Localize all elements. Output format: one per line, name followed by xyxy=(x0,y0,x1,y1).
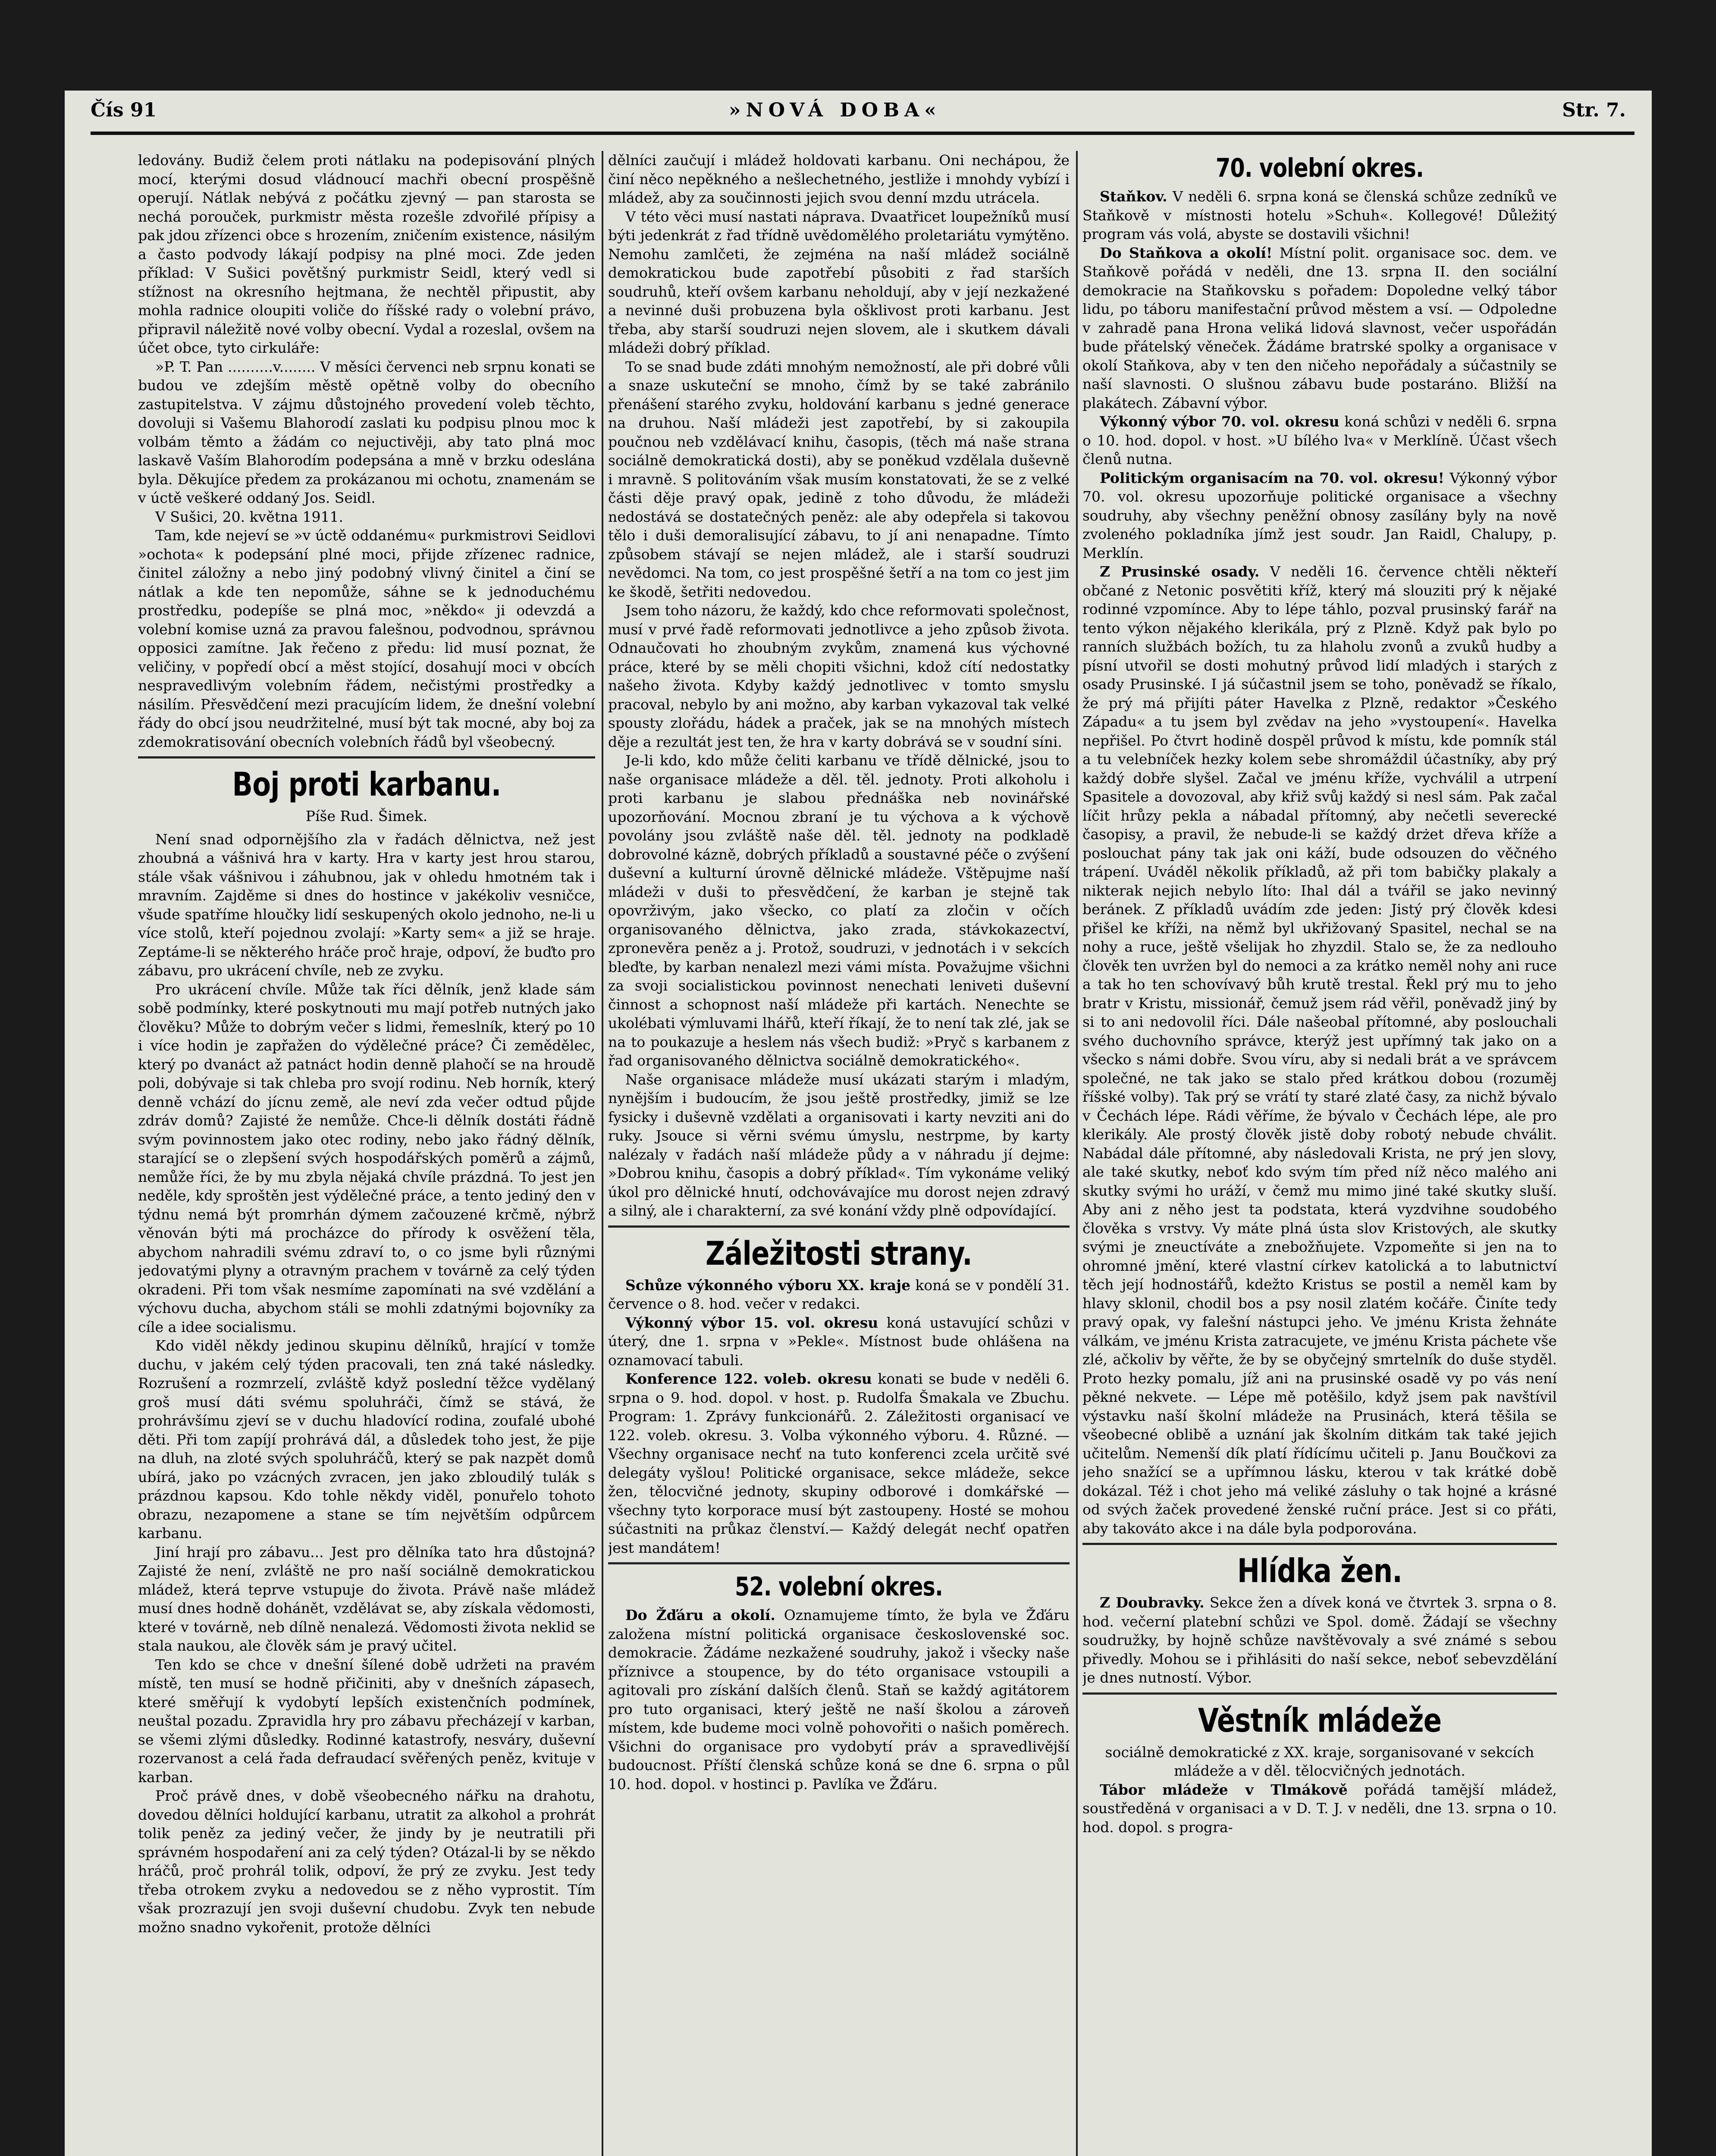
paragraph: ledovány. Budiž čelem proti nátlaku na podepisování plných mocí, kterými dosud vládnoucí machři obecní prospěšně operují. Nátlak nebývá z počátku zjevný — pan starosta se nechá porouček, purkmistr města rozešle zdvořilé přípisy a pak jdou zřízenci obce s hrozením, zničením existence, násilým a často podvody lákají podpisy na plné moci. Zde jeden příklad: V Sušici povětšný purkmistr Seidl, který vedl si stížnost na okresního hejtmana, že nechtěl připustit, aby mohla radnice oloupiti voliče do říšské rady o volební právo, připravil náležitě nové volby obecní. Vydal a rozeslal, ovšem na účet obce, tyto cirkuláře: xyxy=(138,152,595,356)
notice-text: Výkonný výbor 70. vol. okresu upozorňuje politické organisace a všechny soudruhy, aby všechny peněžní obnosy zasílány byly na nově zvoleného pokladníka jímž jest soudr. Jan Raidl, Chalupy, p. Merklín. xyxy=(1082,469,1557,561)
notice-lead: Schůze výkonného výboru XX. kraje xyxy=(625,1276,911,1294)
district-title: 70. volební okres. xyxy=(1215,153,1424,183)
paragraph: V této věci musí nastati náprava. Dvaatřicet loupežníků musí býti jedenkrát z řad třídně uvědomělého proletariátu vymýtěno. Nemohu zamlčeti, že zejména na naší mládež sociálně demokratickou bude zapotřebí působiti z řad starších soudruhů, kteří ovšem karbanu neholdují, aby v její nezkažené a nevinné duši probuzena byla ošklivost proti karbanu. Jest třeba, aby starší soudruzi nejen slovem, ale i skutkem dávali mládeži dobrý příklad. xyxy=(608,208,1070,356)
notice-text: Oznamujeme tímto, že byla ve Žďáru založena místní politická organisace československé soc. demokracie. Žádáme nezkažené soudruhy, jakož i všecky naše příznivce a stoupence, by do této organisace vstoupili a agitovali pro získání dalších členů. Staň se každý agitátorem pro tuto organisaci, který ještě ne naší školou a zároveň místem, kde budeme moci volně pohovořiti o našich poměrech. Všichni do organisace pro vydobytí práv a spravedlivější budoucnost. Příští členská schůze koná se dne 6. srpna o půl 10. hod. dopol. v hostinci p. Pavlíka ve Žďáru. xyxy=(608,1607,1070,1792)
paragraph: Kdo viděl někdy jedinou skupinu dělníků, hrající v tomže duchu, v jakém celý týden pracovali, ten zná také následky. Rozrušení a rozmrzelí, zvláště když poslední těžce vydělaný groš musí dáti svému spoluhráči, čímž se stává, že prohrávšímu zjeví se v duchu hladovící rodina, zoufalé ubohé děti. Při tom zapíjí prohrává dál, a důsledek toho jest, že pije na dluh, na zloté svých spoluhráčů, který se pak nazpět domů ubírá, jako po vzácných zvracen, jen jako zbloudilý tulák s prázdnou kapsou. Kdo tohle někdy viděl, ponuřelo tohoto obrazu, nezapomene a stane se tím největším odpůrcem karbanu. xyxy=(138,1337,595,1542)
paragraph: To se snad bude zdáti mnohým nemožností, ale při dobré vůli a snaze uskuteční se mnoho, čímž by se také zabránilo přenášení starého zvyku, holdování karbanu s jedné generace na druhou. Naší mládeži jest zapotřebí, by si zakoupila poučnou neb vzdělávací knihu, časopis, (těch má naše strana sociálně demokratická dosti), aby se poněkud vzdělala duševně i mravně. S politováním však musím konstatovati, že se z velké části děje pravý opak, jedině z toho důvodu, že mládeži nedostává se dostatečných peněz: ale aby odepřela si takovou tělo i duši demoralisující zábavu, to jí ani nenapadne. Tímto způsobem stávají se nejen mládež, ale i starší soudruzi nevědomci. Na tom, co jest prospěšné šetří a na tom co jest jim ke škodě, šetřiti nedovedou. xyxy=(608,358,1070,600)
notice-lead: Politickým organisacím na 70. vol. okresu! xyxy=(1100,469,1444,486)
notice-lead: Do Žďáru a okolí. xyxy=(625,1607,775,1623)
section-divider xyxy=(608,1562,1070,1564)
issue-number: Čís 91 xyxy=(91,99,157,121)
paragraph: Tam, kde nejeví se »v úctě oddanému« purkmistrovi Seidlovi »ochota« k podepsání plné moci, přijde zřízenec radnice, činitel záložny a nebo jiný podobný vlivný činitel a činí se nátlak a kde ten nepomůže, sáhne se k jednoduchému prostředku, podepíše se plná moc, »někdo« ji odevzdá a volební komise uzná za pravou falešnou, podvodnou, správnou opposici zamítne. Jak řečeno z předu: lid musí poznat, že veličiny, v popředí obcí a měst stojící, dosahují moci v obcích nespravedlivým volebním řádem, nečistými prostředky a násilím. Přesvědčení mezi pracujícím lidem, že dnešní volební řády do obcí jsou neudržitelné, musí být tak mocné, aby boj za zdemokratisování obecních volebních řádů byl všeobecný. xyxy=(138,527,595,750)
district-title: 52. volební okres. xyxy=(734,1572,943,1602)
section-divider xyxy=(608,1225,1070,1228)
article-author: Píše Rud. Šimek. xyxy=(305,808,428,824)
page-header xyxy=(91,99,1626,129)
quoted-circular: »P. T. Pan ..........v........ V měsíci červenci neb srpnu konati se budou ve zdejším městě opětně volby do obecního zastupitelstva. V zájmu důstojného provedení voleb těchto, dovoluji si Vašemu Blahorodí zaslati ku podpisu plnou moc k volbám těmto a žádám co nejuctivěji, aby tato plná moc laskavě Vaším Blahorodím podepsána a mně v brzku odeslána byla. Děkujíce předem za prokázanou mi ochotu, znamenám se v úctě veškeré oddaný Jos. Seidl. xyxy=(138,358,595,506)
notice-text: koná se v pondělí 31. července o 8. hod. večer v redakci. xyxy=(608,1276,1070,1312)
paragraph: Proč právě dnes, v době všeobecného nářku na drahotu, dovedou dělníci holdující karbanu, utratit za alkohol a prohrát tolik peněz za jediný večer, že jindy by je neutratili při správném hospodaření ani za celý týden? Otázal-li by se někdo hráčů, proč prohrál tolik, odpoví, že prý ze zvyku. Jest tedy třeba otrokem zvyku a nedovedou se z něho vyprostit. Tím však prozrazují jen svoji duševní chudobu. Zvyk ten nebude možno snadno vykořenit, protože dělníci xyxy=(138,1787,595,1936)
section-title-party: Záležitosti strany. xyxy=(705,1234,973,1272)
notice-lead: Do Staňkova a okolí! xyxy=(1100,244,1273,261)
paragraph: Naše organisace mládeže musí ukázati starým i mladým, nynějším i budoucím, že jsou ještě prostředky, jimiž se lze fysicky i duševně vzdělati a organisovati i karty nevziti ani do ruky. Jsouce si věrni svému úmyslu, nestrpme, by karty nalézaly v řadách naší mládeže půdy a v náhradu jí dejme: »Dobrou knihu, časopis a dobrý příklad«. Tím vykonáme veliký úkol pro dělnické hnutí, odchovávajíce mu dorost nejen zdravý a silný, ale i charakterní, za své konání vždy plně odpovídající. xyxy=(608,1071,1070,1219)
notice-text: konati se bude v neděli 6. srpna o 9. hod. dopol. v host. p. Rudolfa Šmakala ve Zbuchu. Program: 1. Zprávy funkcionářů. 2. Záležitosti organisací ve 122. voleb. okresu. 3. Volba výkonného výboru. 4. Různé. — Všechny organisace nechť na tuto konferenci zcela určitě své delegáty vyšlou! Politické organisace, sekce mládeže, sekce žen, tělocvičné jednoty, skupiny odborové i domkářské — všechny tyto korporace musí být zastoupeny. Hosté se mohou súčastniti na průkaz členství.— Každý delegát nechť opatřen jest mandátem! xyxy=(608,1370,1070,1556)
section-title-women: Hlídka žen. xyxy=(1237,1551,1402,1590)
notice-lead: Staňkov. xyxy=(1100,188,1167,205)
page-number: Str. 7. xyxy=(1562,99,1626,121)
section-title-youth: Věstník mládeže xyxy=(1198,1701,1442,1739)
paragraph: Není snad odpornějšího zla v řadách dělnictva, než jest zhoubná a vášnivá hra v karty. Hra v karty jest hrou starou, stále však vášnivou i záhubnou, jak v ohledu hmotném tak i mravním. Zajděme si dnes do hostince v jakékoliv vesničce, všude spatříme hloučky lidí seskupených okolo jednoho, ne-li u více stolů, kteří pojednou zvolají: »Karty sem« a již se hraje. Zeptáme-li se některého hráče proč hraje, odpoví, že buďto pro zábavu, pro ukrácení chvíle, neb ze zvyku. xyxy=(138,830,595,979)
notice-lead: Výkonný výbor 15. vol. okresu xyxy=(625,1314,878,1331)
article-divider xyxy=(138,756,595,758)
notice-text: Sekce žen a dívek koná ve čtvrtek 3. srpna o 8. hod. večerní platební schůzi ve Spol. domě. Žádají se všechny soudružky, by hojně schůze navštěvovaly a své známé s sebou přivedly. Mohou se i přihlásiti do naší sekce, neboť sebevzdělání je dnes nutností. Výbor. xyxy=(1082,1594,1557,1686)
paragraph: Je-li kdo, kdo může čeliti karbanu ve třídě dělnické, jsou to naše organisace mládeže a děl. těl. jednoty. Proti alkoholu i proti karbanu je slabou přednáška neb novinářské upozorňování. Mocnou zbraní je tu výchova a k výchově povolány jsou zvláště naše děl. těl. jednoty na podkladě dobrovolné kázně, dobrých příkladů a soustavné péče o zvýšení duševní a kulturní úrovně dělnické mládeže. Vštěpujme naší mládeži v duši to přesvědčení, že karban je stejně tak opovrživým, jako všecko, co platí za zločin v očích organisovaného dělnictva, jako zrada, stávkokazectví, zpronevěra peněz a j. Protož, soudruzi, v jednotách i v sekcích bleďte, by karban nenalezl mezi vámi místa. Považujme všichni za svoji socialistickou povinnost nenechati leniveti duševní činnost a schopnost naší mládeže při kartách. Nenechte se ukolébati výmluvami lhářů, kteří říkají, že to není tak zlé, jak se na to poukazuje a heslem nás všech budiž: »Pryč s karbanem z řad organisovaného dělnictva sociálně demokratického«. xyxy=(608,752,1070,1069)
section-subtitle: sociálně demokratické z XX. kraje, sorganisované v sekcích mládeže a v děl. tělocvičných jednotách. xyxy=(1105,1743,1534,1779)
notice-text: koná ustavující schůzi v úterý, dne 1. srpna v »Pekle«. Místnost bude ohlášena na oznamovací tabuli. xyxy=(608,1314,1070,1369)
paragraph: Jsem toho názoru, že každý, kdo chce reformovati společnost, musí v prvé řadě reformovati jednotlivce a jeho způsob života. Odnaučovati ho zhoubným zvykům, znamená kus výchovné práce, které by se měli chopiti všichni, kdož cítí nedostatky našeho života. Kdyby každý jednotlivec v tomto smyslu pracoval, nebylo by ani možno, aby karban vykazoval tak velké spousty zlořádu, hádek a praček, jak se na mnohých místech děje a rezultát jest ten, že hra v karty dobrává se v soudní síni. xyxy=(608,602,1070,750)
article-title: Boj proti karbanu. xyxy=(232,765,501,803)
header-rule xyxy=(91,132,1634,135)
notice-text: Místní polit. organisace soc. dem. ve Staňkově pořádá v neděli, dne 13. srpna II. den sociální demokracie na Staňkovsku s pořadem: Dopoledne velký tábor lidu, po táboru manifestační průvod městem a vsí. — Odpoledne v zahradě pana Hrona veliká lidová slavnost, večer uspořádán bude přátelský věneček. Žádáme bratrské spolky a organisace v okolí Staňkova, aby v ten den ničeho nepořádaly a súčastnily se naší slavnosti. O slušnou zábavu bude postaráno. Bližší na plakátech. Zábavní výbor. xyxy=(1082,244,1557,411)
notice-text: koná schůzi v neděli 6. srpna o 10. hod. dopol. v host. »U bílého lva« v Merklíně. Účast všech členů nutna. xyxy=(1082,413,1557,467)
section-divider xyxy=(1082,1543,1557,1545)
column-divider xyxy=(602,151,603,2156)
newspaper-name: »NOVÁ DOBA« xyxy=(729,99,941,121)
column-1 xyxy=(138,151,595,2156)
notice-lead: Z Doubravky. xyxy=(1100,1594,1205,1611)
notice-lead: Výkonný výbor 70. vol. okresu xyxy=(1100,413,1340,430)
notice-text: V neděli 6. srpna koná se členská schůze zedníků ve Staňkově v místnosti hotelu »Schuh«. Kollegové! Důležitý program vás volá, abyste se dostavili všichni! xyxy=(1082,188,1557,242)
date-line: V Sušici, 20. května 1911. xyxy=(155,508,343,525)
section-divider xyxy=(1082,1692,1557,1695)
notice-lead: Konference 122. voleb. okresu xyxy=(625,1370,872,1387)
notice-text: V neděli 16. července chtěli někteří občané z Netonic posvětiti kříž, který má slouziti prý k nějaké rodinné vzpomínce. Aby to lépe táhlo, pozval prusinský farář na tento výkon nějakého klerikála, prý z Plzně. Když pak bylo po ranních službách božích, tu za hlaholu zvonů a zvuků hudby a písní utvořil se dosti mohutný průvod lidí mladých i starých z osady Prusinské. I já súčastnil jsem se toho, poněvadž se říkalo, že prý má přijíti páter Havelka z Plzně, redaktor »Českého Západu« a tu jsem byl zvědav na jeho »vystoupení«. Havelka nepřišel. Po čtvrt hodině dospěl průvod k místu, kde pomník stál a tu velebníček hezky kolem sebe shromáždil účastníky, aby prý každý dobře slyšel. Začal ve jménu kříže, vychválil a utrpení Spasitele a dovozoval, aby křiž svůj každý si nesl sám. Pak začal líčit hrůzy pekla a nábadal přítomný, aby nečetli severecké časopisy, a pravil, že nebude-li se každý drżet dřeva kříže a poslouchat pány tak jak oni káží, bude odsouzen do věčného trápení. Uváděl několik příkladů, až při tom babičky plakaly a nikterak nejich nebylo líto: Ihal dál a tvářil se jako nevinný beránek. Z příkladů uvádím zde jeden: Jistý prý člověk kdesi přišel ke kříži, na němž byl ukřižovaný Spasitel, nechal se na nohy a ruce, ještě všelijak ho zhyzdil. Stalo se, že za nedlouho člověk ten uvržen byl do nemoci a za krátko neměl nohy ani ruce a tak ho ten schovívavý bůh krutě trestal. Řekl prý mu to jeho bratr v Kristu, missionář, čemuž jsem rád věřil, poněvadž jiný by si to ani nedovolil říci. Dále našeobal přítomné, aby poslouchali svého duchovního správce, kterýž jest upřímný tak jako on a všecko s námi dobře. Svou víru, aby si nedali brát a ve správcem společné, ne tak jako se stalo před krátkou dobou (rozuměj říšské volby). Tak prý se vrátí ty staré zlaté časy, za nichž bývalo v Čechách lépe. Rádi věříme, že bývalo v Čechách lépe, ale pro klerikály. Ale prostý člověk jistě doby robotý nebude chválit. Nabádal dále přítomné, aby následovali Krista, ne prý jen slovy, ale také skutky, neboť kdo svým tím před níž něco malého ani skutky svými ho uráží, v čemž mu mimo jiné také skutky sluší. Aby ani z něho jest ta podstata, která vyzdvihne soudobého člověka s vrstvy. Vy máte plná ústa slov Kristových, ale skutky svými je zneuctíváte a znebožňujete. Vzpomeňte si jen na to ohromné jmění, které vlastní církev katolická a to labutnictví těch její hodnostářů, kdežto Kristus se postil a neměl kam by hlavy sklonil, chodil bos a psy nosil zlatém kočáře. Činíte tedy pravý opak, vy falešní nástupci jeho. Ve jménu Krista žehnáte válkám, ve jménu Krista zatracujete, ve jménu Krista páchete vše zlé, ačkoliv by věřte, že by se obyčejný smrtelník do duše styděl. Proto hezky pomalu, jíž ani na prusinské osadě vy po vás není pěkné nekvete. — Lépe mě potěšilo, když jsem pak navštívil výstavku naší školní mládeže na Prusinách, která těšila se všeobecné oblibě a uznání jak školním ditkám tak také jejich učitelům. Nemenší dík platí řídícímu učiteli p. Janu Boučkovi za jeho snažící se a upřímnou lásku, kterou v tak krátké době dokázal. Též i chot jeho má veliké zásluhy o tak hojné a krásné od svých žaček provedené ženské ruční práce. Jest si co přáti, aby takováto akce i na dále byla podporována. xyxy=(1082,563,1557,1537)
notice-lead: Z Prusinské osady. xyxy=(1100,563,1260,580)
notice-text: pořádá tamější mládež, soustředěná v organisaci a v D. T. J. v neděli, dne 13. srpna o 10. hod. dopol. s progra- xyxy=(1082,1781,1557,1836)
column-3 xyxy=(1082,151,1557,2156)
paragraph: Pro ukrácení chvíle. Může tak říci dělník, jenž klade sám sobě podmínky, které poskytnouti mu mají potřeb nutných jako člověku? Může to dobrým večer s lidmi, řemeslník, který po 10 i více hodin je zapřažen do výdělečné práce? Či zemědělec, který po dvanáct až patnáct hodin denně plahočí se na hroudě poli, dobývaje si tak chleba pro svojí rodinu. Neb horník, který denně vchází do jícnu země, ale neví zda večer odtud půjde zdráv domů? Zajisté že nemůže. Chce-li dělník dostáti řádně svým povinnostem jako otec rodiny, nebo jako řádný dělník, starající se o zlepšení svých hospodářských poměrů a zájmů, nemůže říci, že by mu zbyla nějaká chvíle prázdná. To jest jen neděle, kdy sproštěn jest výdělečné práce, a tento jediný den v týdnu nemá být promrhán dýmem začouzené krčmě, nýbrž věnován býti má procházce do přírody k osvěžení těla, abychom nahradili svému zdraví to, o co jsme byli různými jedovatými plyny a otravným prachem v továrně za celý týden okradeni. Při tom však nesmíme zapomínati na své vzdělání a výchovu ducha, abychom stáli se mohli zdatnými bojovníky za cíle a idee socialismu. xyxy=(138,981,595,1335)
notice-lead: Tábor mládeže v Tlmákově xyxy=(1100,1781,1348,1798)
paragraph: Jiní hrají pro zábavu... Jest pro dělníka tato hra důstojná? Zajisté že není, zvláště ne pro naší sociálně demokratickou mládež, která teprve vstupuje do života. Právě naše mládež musí dnes hodně dohánět, vzdělávat se, aby získala vědomosti, které v továrně, neb dílně nenalezá. Vědomosti života neklid se stala naukou, ale člověk sám je pravý učitel. xyxy=(138,1543,595,1654)
column-2 xyxy=(608,151,1070,2156)
paragraph: dělníci zaučují i mládež holdovati karbanu. Oni nechápou, že činí něco nepěkného a nešlechetného, jestliže i mnohdy vybízí i mládež, aby za součinnosti jejich svou denní mzdu utrácela. xyxy=(608,152,1070,206)
column-divider xyxy=(1076,151,1078,2156)
paragraph: Ten kdo se chce v dnešní šílené době udržeti na pravém místě, ten musí se hodně přičiniti, aby v dnešních zápasech, které směřují k vydobytí lepších existenčních podmínek, neuštal pozadu. Zpravidla hry pro zábavu přecházejí v karban, se všemi zlými důsledky. Rodinné katastrofy, nesváry, duševní rozervanost a celá řada defraudací svěřených peněz, kvituje v karban. xyxy=(138,1656,595,1786)
